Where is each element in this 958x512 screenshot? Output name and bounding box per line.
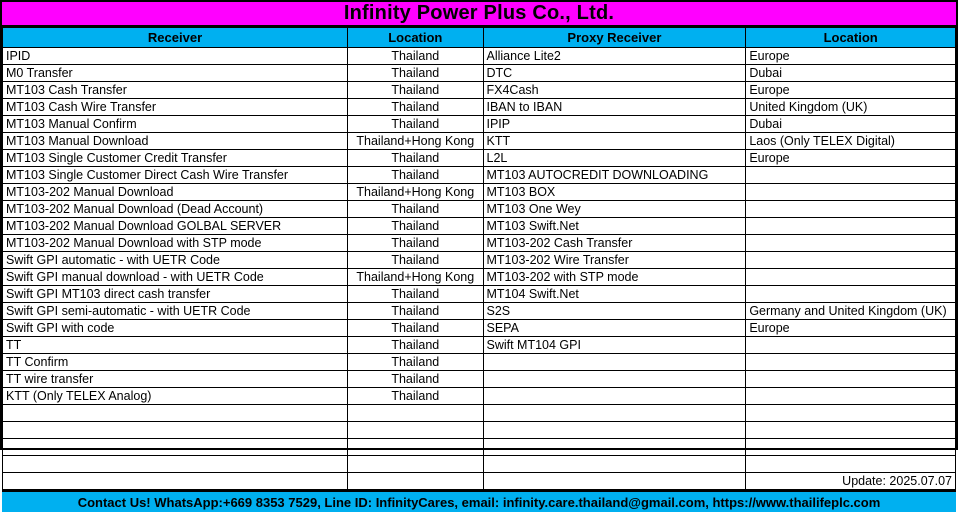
cell-proxy-receiver: Swift MT104 GPI — [483, 337, 746, 354]
cell-proxy-receiver — [483, 354, 746, 371]
cell-location: Thailand — [348, 252, 483, 269]
table-row — [3, 388, 956, 405]
table-row — [3, 133, 956, 150]
cell-proxy-receiver: DTC — [483, 65, 746, 82]
cell-receiver: MT103 Cash Wire Transfer — [3, 99, 348, 116]
cell-receiver: MT103-202 Manual Download with STP mode — [3, 235, 348, 252]
cell-receiver — [3, 422, 348, 439]
cell-proxy-receiver — [483, 388, 746, 405]
cell-location: Thailand — [348, 116, 483, 133]
cell-receiver: Swift GPI manual download - with UETR Code — [3, 269, 348, 286]
table-row — [3, 65, 956, 82]
cell-proxy-location — [746, 235, 956, 252]
table-row — [3, 320, 956, 337]
cell-receiver: MT103-202 Manual Download (Dead Account) — [3, 201, 348, 218]
cell-proxy-location: Europe — [746, 320, 956, 337]
cell-proxy-location — [746, 218, 956, 235]
cell-proxy-location: Dubai — [746, 116, 956, 133]
cell-receiver: Swift GPI automatic - with UETR Code — [3, 252, 348, 269]
cell-receiver — [3, 405, 348, 422]
cell-proxy-receiver: KTT — [483, 133, 746, 150]
table-row — [3, 218, 956, 235]
cell-proxy-receiver: MT103 BOX — [483, 184, 746, 201]
cell-proxy-receiver: MT103-202 Wire Transfer — [483, 252, 746, 269]
table-row — [3, 354, 956, 371]
table-row — [3, 235, 956, 252]
cell-proxy-receiver: FX4Cash — [483, 82, 746, 99]
cell-proxy-location — [746, 371, 956, 388]
cell-proxy-receiver: MT103-202 with STP mode — [483, 269, 746, 286]
cell-location: Thailand — [348, 99, 483, 116]
cell-proxy-receiver: SEPA — [483, 320, 746, 337]
column-header-proxy-location: Location — [746, 28, 956, 48]
cell-receiver: MT103 Cash Transfer — [3, 82, 348, 99]
table-header — [3, 28, 956, 48]
table-row — [3, 422, 956, 439]
cell-proxy-location — [746, 201, 956, 218]
cell-location: Thailand — [348, 48, 483, 65]
cell-proxy-location: Europe — [746, 150, 956, 167]
services-table-container — [2, 27, 956, 490]
table-row — [3, 303, 956, 320]
cell-location: Thailand — [348, 167, 483, 184]
cell-proxy-receiver: MT103 Swift.Net — [483, 218, 746, 235]
table-row — [3, 150, 956, 167]
table-row — [3, 337, 956, 354]
cell-proxy-receiver — [483, 422, 746, 439]
cell-empty — [483, 473, 746, 490]
cell-proxy-location — [746, 286, 956, 303]
cell-receiver: TT wire transfer — [3, 371, 348, 388]
cell-proxy-location — [746, 354, 956, 371]
cell-proxy-receiver: MT103 AUTOCREDIT DOWNLOADING — [483, 167, 746, 184]
column-header-location: Location — [348, 28, 483, 48]
cell-proxy-location: Laos (Only TELEX Digital) — [746, 133, 956, 150]
cell-location: Thailand — [348, 218, 483, 235]
cell-proxy-location — [746, 337, 956, 354]
title-bar — [2, 2, 956, 27]
cell-proxy-receiver: L2L — [483, 150, 746, 167]
cell-proxy-location — [746, 456, 956, 473]
cell-location: Thailand — [348, 303, 483, 320]
cell-location: Thailand — [348, 371, 483, 388]
cell-receiver: MT103 Single Customer Credit Transfer — [3, 150, 348, 167]
cell-receiver — [3, 456, 348, 473]
table-row — [3, 116, 956, 133]
cell-proxy-location — [746, 252, 956, 269]
contact-footer-text: Contact Us! WhatsApp:+669 8353 7529, Line ID: InfinityCares, email: infinity.care.thailand@gmail.com, https://www.thailifeplc.com — [77, 494, 881, 510]
cell-receiver: IPID — [3, 48, 348, 65]
cell-receiver: Swift GPI semi-automatic - with UETR Code — [3, 303, 348, 320]
table-row — [3, 456, 956, 473]
cell-receiver — [3, 439, 348, 456]
cell-receiver: TT — [3, 337, 348, 354]
cell-proxy-location: Dubai — [746, 65, 956, 82]
table-row — [3, 439, 956, 456]
cell-proxy-receiver: Alliance Lite2 — [483, 48, 746, 65]
cell-receiver: MT103 Manual Download — [3, 133, 348, 150]
cell-location: Thailand — [348, 320, 483, 337]
services-table — [2, 27, 956, 490]
cell-proxy-location — [746, 184, 956, 201]
cell-location: Thailand — [348, 388, 483, 405]
cell-proxy-location — [746, 269, 956, 286]
cell-receiver: Swift GPI MT103 direct cash transfer — [3, 286, 348, 303]
column-header-receiver: Receiver — [3, 28, 348, 48]
table-row — [3, 371, 956, 388]
table-header-row — [3, 28, 956, 48]
cell-location: Thailand — [348, 235, 483, 252]
cell-proxy-location: Germany and United Kingdom (UK) — [746, 303, 956, 320]
cell-location: Thailand — [348, 201, 483, 218]
cell-location: Thailand+Hong Kong — [348, 269, 483, 286]
cell-proxy-receiver: MT103 One Wey — [483, 201, 746, 218]
table-row — [3, 252, 956, 269]
table-body — [3, 48, 956, 490]
cell-receiver: MT103-202 Manual Download GOLBAL SERVER — [3, 218, 348, 235]
cell-location: Thailand+Hong Kong — [348, 133, 483, 150]
cell-proxy-receiver — [483, 456, 746, 473]
table-row — [3, 167, 956, 184]
cell-proxy-location: Europe — [746, 48, 956, 65]
cell-proxy-receiver: S2S — [483, 303, 746, 320]
cell-proxy-location — [746, 388, 956, 405]
cell-proxy-location — [746, 439, 956, 456]
cell-proxy-receiver: MT103-202 Cash Transfer — [483, 235, 746, 252]
cell-proxy-location — [746, 422, 956, 439]
table-row — [3, 269, 956, 286]
cell-receiver: TT Confirm — [3, 354, 348, 371]
cell-proxy-location — [746, 405, 956, 422]
cell-location: Thailand — [348, 354, 483, 371]
cell-proxy-receiver: MT104 Swift.Net — [483, 286, 746, 303]
cell-location: Thailand+Hong Kong — [348, 184, 483, 201]
cell-proxy-location — [746, 167, 956, 184]
cell-location — [348, 405, 483, 422]
page-title: Infinity Power Plus Co., Ltd. — [343, 2, 615, 24]
table-row — [3, 184, 956, 201]
cell-proxy-location: United Kingdom (UK) — [746, 99, 956, 116]
table-row-update-note — [3, 473, 956, 490]
cell-receiver: M0 Transfer — [3, 65, 348, 82]
cell-proxy-receiver — [483, 439, 746, 456]
cell-location: Thailand — [348, 65, 483, 82]
cell-proxy-location: Europe — [746, 82, 956, 99]
table-row — [3, 99, 956, 116]
cell-proxy-receiver: IBAN to IBAN — [483, 99, 746, 116]
cell-proxy-receiver — [483, 405, 746, 422]
table-row — [3, 405, 956, 422]
cell-receiver: KTT (Only TELEX Analog) — [3, 388, 348, 405]
cell-receiver: MT103-202 Manual Download — [3, 184, 348, 201]
cell-location — [348, 439, 483, 456]
cell-location: Thailand — [348, 82, 483, 99]
cell-receiver: MT103 Single Customer Direct Cash Wire Transfer — [3, 167, 348, 184]
cell-location: Thailand — [348, 337, 483, 354]
table-row — [3, 82, 956, 99]
cell-receiver: Swift GPI with code — [3, 320, 348, 337]
cell-empty — [3, 473, 348, 490]
cell-proxy-receiver — [483, 371, 746, 388]
update-note: Update: 2025.07.07 — [746, 473, 956, 490]
contact-footer — [2, 490, 956, 512]
cell-location: Thailand — [348, 286, 483, 303]
cell-proxy-receiver: IPIP — [483, 116, 746, 133]
cell-location — [348, 456, 483, 473]
cell-empty — [348, 473, 483, 490]
cell-receiver: MT103 Manual Confirm — [3, 116, 348, 133]
table-row — [3, 48, 956, 65]
table-row — [3, 201, 956, 218]
cell-location: Thailand — [348, 150, 483, 167]
column-header-proxy-receiver: Proxy Receiver — [483, 28, 746, 48]
cell-location — [348, 422, 483, 439]
table-row — [3, 286, 956, 303]
